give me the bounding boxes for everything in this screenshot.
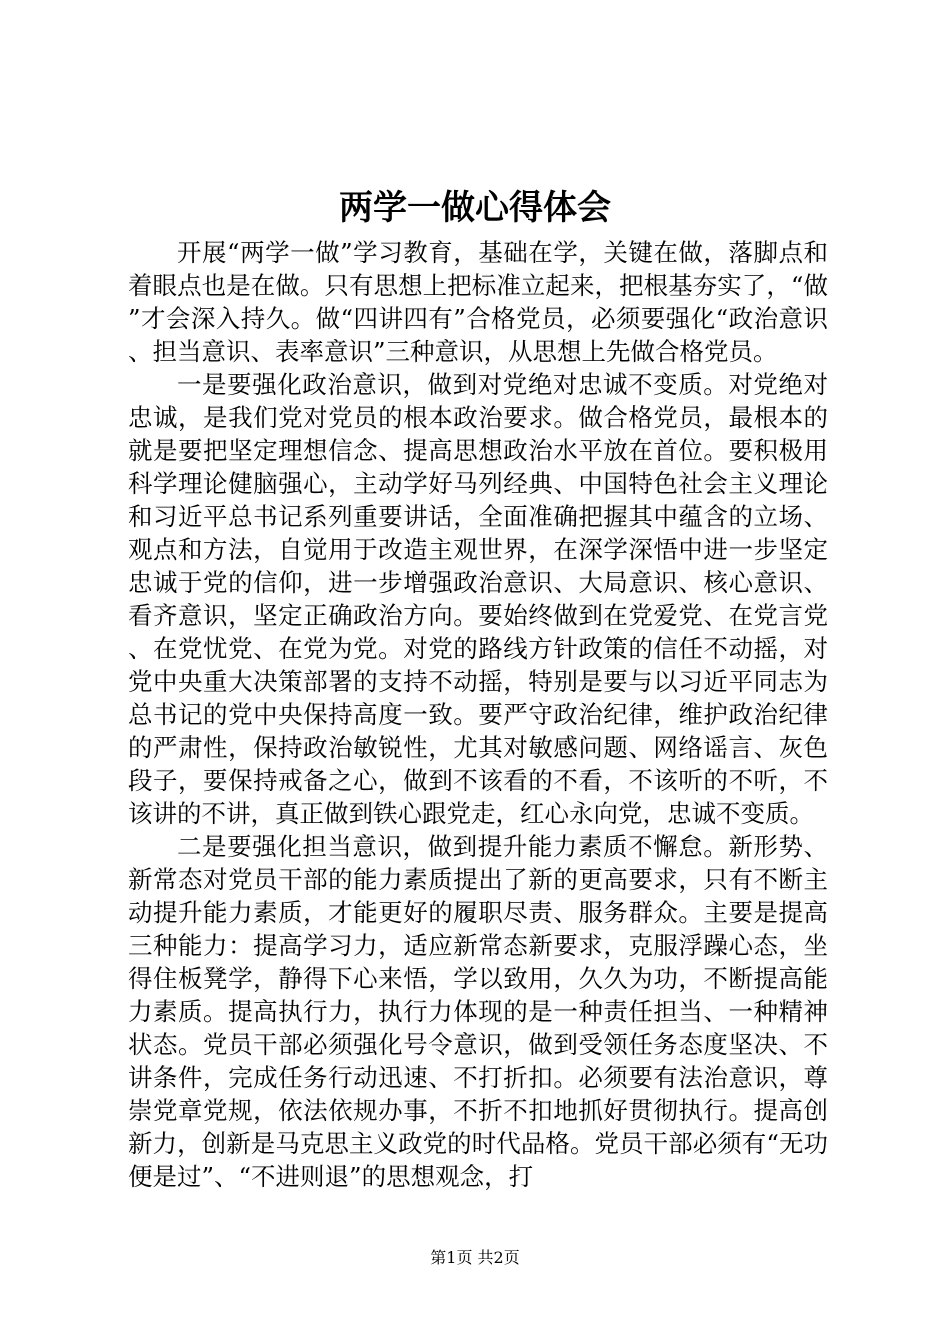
document-title: 两学一做心得体会 <box>339 188 611 228</box>
paragraph-intro: 开展“两学一做”学习教育，基础在学，关键在做，落脚点和着眼点也是在做。只有思想上把标准立起来，把根基夯实了，“做”才会深入持久。做“四讲四有”合格党员，必须要强化“政治意识、担当意识、表率意识”三种意识，从思想上先做合格党员。 <box>128 238 828 366</box>
paragraph-political-awareness: 一是要强化政治意识，做到对党绝对忠诚不变质。对党绝对忠诚，是我们党对党员的根本政治要求。做合格党员，最根本的就是要把坚定理想信念、提高思想政治水平放在首位。要积极用科学理论健脑强心，主动学好马列经典、中国特色社会主义理论和习近平总书记系列重要讲话，全面准确把握其中蕴含的立场、观点和方法，自觉用于改造主观世界，在深学深悟中进一步坚定忠诚于党的信仰，进一步增强政治意识、大局意识、核心意识、看齐意识，坚定正确政治方向。要始终做到在党爱党、在党言党、在党忧党、在党为党。对党的路线方针政策的信任不动摇，对党中央重大决策部署的支持不动摇，特别是要与以习近平同志为总书记的党中央保持高度一致。要严守政治纪律，维护政治纪律的严肃性，保持政治敏锐性，尤其对敏感问题、网络谣言、灰色段子，要保持戒备之心，做到不该看的不看，不该听的不听，不该讲的不讲，真正做到铁心跟党走，红心永向党，忠诚不变质。 <box>128 370 828 828</box>
page-number-footer: 第1页 共2页 <box>430 1248 520 1267</box>
document-body <box>128 236 828 1193</box>
paragraph-responsibility-awareness: 二是要强化担当意识，做到提升能力素质不懈怠。新形势、新常态对党员干部的能力素质提出了新的更高要求，只有不断主动提升能力素质，才能更好的履职尽责、服务群众。主要是提高三种能力：提高学习力，适应新常态新要求，克服浮躁心态，坐得住板凳学，静得下心来悟，学以致用，久久为功，不断提高能力素质。提高执行力，执行力体现的是一种责任担当、一种精神状态。党员干部必须强化号令意识，做到受领任务态度坚决、不讲条件，完成任务行动迅速、不打折扣。必须要有法治意识，尊崇党章党规，依法依规办事，不折不扣地抓好贯彻执行。提高创新力，创新是马克思主义政党的时代品格。党员干部必须有“无功便是过”、“不进则退”的思想观念，打 <box>128 832 828 1191</box>
